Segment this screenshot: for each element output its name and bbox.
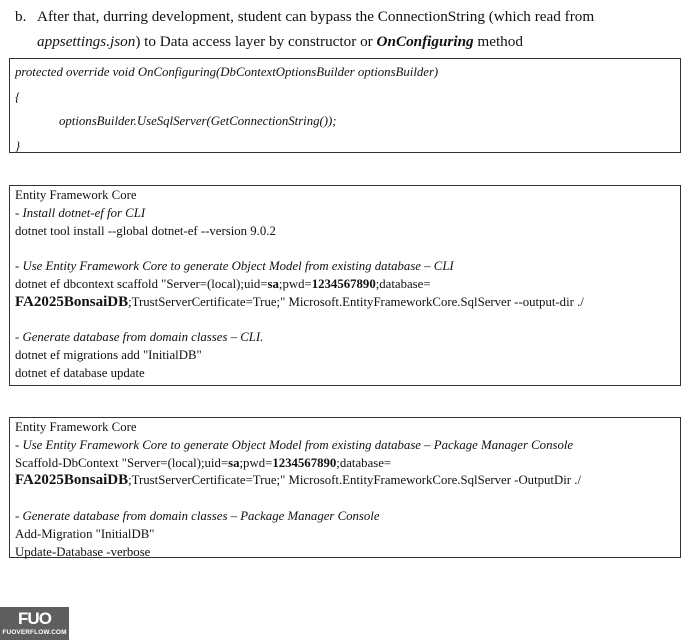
- uid-value: sa: [228, 455, 240, 470]
- code-line-4: }: [15, 138, 21, 153]
- database-name: FA2025BonsaiDB: [15, 472, 129, 489]
- uid-value: sa: [267, 276, 279, 291]
- database-name: FA2025BonsaiDB: [15, 293, 129, 310]
- list-label: b.: [15, 8, 27, 25]
- pwd-value: 1234567890: [311, 276, 376, 291]
- intro-text-2: ) to Data access layer by constructor or: [135, 33, 377, 50]
- box-title: Entity Framework Core: [15, 420, 137, 434]
- command-line: Update-Database -verbose: [15, 544, 151, 559]
- command-line: dotnet ef dbcontext scaffold "Server=(local);uid=sa;pwd=1234567890;database=: [15, 276, 431, 291]
- command-line-cont: FA2025BonsaiDB;TrustServerCertificate=True;" Microsoft.EntityFrameworkCore.SqlServer --output-dir ./: [15, 293, 584, 310]
- command-line: dotnet tool install --global dotnet-ef --version 9.0.2: [15, 223, 276, 238]
- command-line: Scaffold-DbContext "Server=(local);uid=sa;pwd=1234567890;database=: [15, 455, 392, 470]
- cli-commands-box: [9, 185, 681, 386]
- pwd-value: 1234567890: [272, 455, 337, 470]
- command-line-cont: FA2025BonsaiDB;TrustServerCertificate=True;" Microsoft.EntityFrameworkCore.SqlServer -OutputDir ./: [15, 472, 581, 489]
- command-line: dotnet ef migrations add "InitialDB": [15, 348, 202, 363]
- command-line: dotnet ef database update: [15, 365, 145, 380]
- code-box-onconfiguring: [9, 58, 681, 153]
- code-line-3: optionsBuilder.UseSqlServer(GetConnectionString());: [59, 114, 337, 128]
- code-line-2: {: [15, 89, 21, 104]
- step-heading: - Use Entity Framework Core to generate Object Model from existing database – Package Manager Console: [15, 437, 574, 452]
- method-name: OnConfiguring: [376, 33, 474, 50]
- step-heading: - Generate database from domain classes – Package Manager Console: [15, 508, 380, 523]
- intro-text-3: method: [473, 33, 523, 50]
- logo-mark: FUO: [18, 609, 51, 628]
- box-title: Entity Framework Core: [15, 188, 137, 202]
- intro-paragraph: [15, 4, 677, 54]
- command-line: Add-Migration "InitialDB": [15, 526, 155, 541]
- watermark-logo: [0, 607, 69, 640]
- intro-continuation: [15, 29, 677, 54]
- step-heading: - Generate database from domain classes – CLI.: [15, 330, 264, 345]
- config-file-name: appsettings.json: [37, 33, 136, 50]
- step-heading: - Use Entity Framework Core to generate Object Model from existing database – CLI: [15, 259, 454, 274]
- step-heading: - Install dotnet-ef for CLI: [15, 205, 146, 220]
- intro-text-1: After that, durring development, student can bypass the ConnectionString (which read from: [37, 8, 595, 25]
- code-line-1: protected override void OnConfiguring(DbContextOptionsBuilder optionsBuilder): [15, 65, 439, 79]
- logo-site: FUOVERFLOW.COM: [2, 629, 67, 636]
- pmc-commands-box: [9, 417, 681, 558]
